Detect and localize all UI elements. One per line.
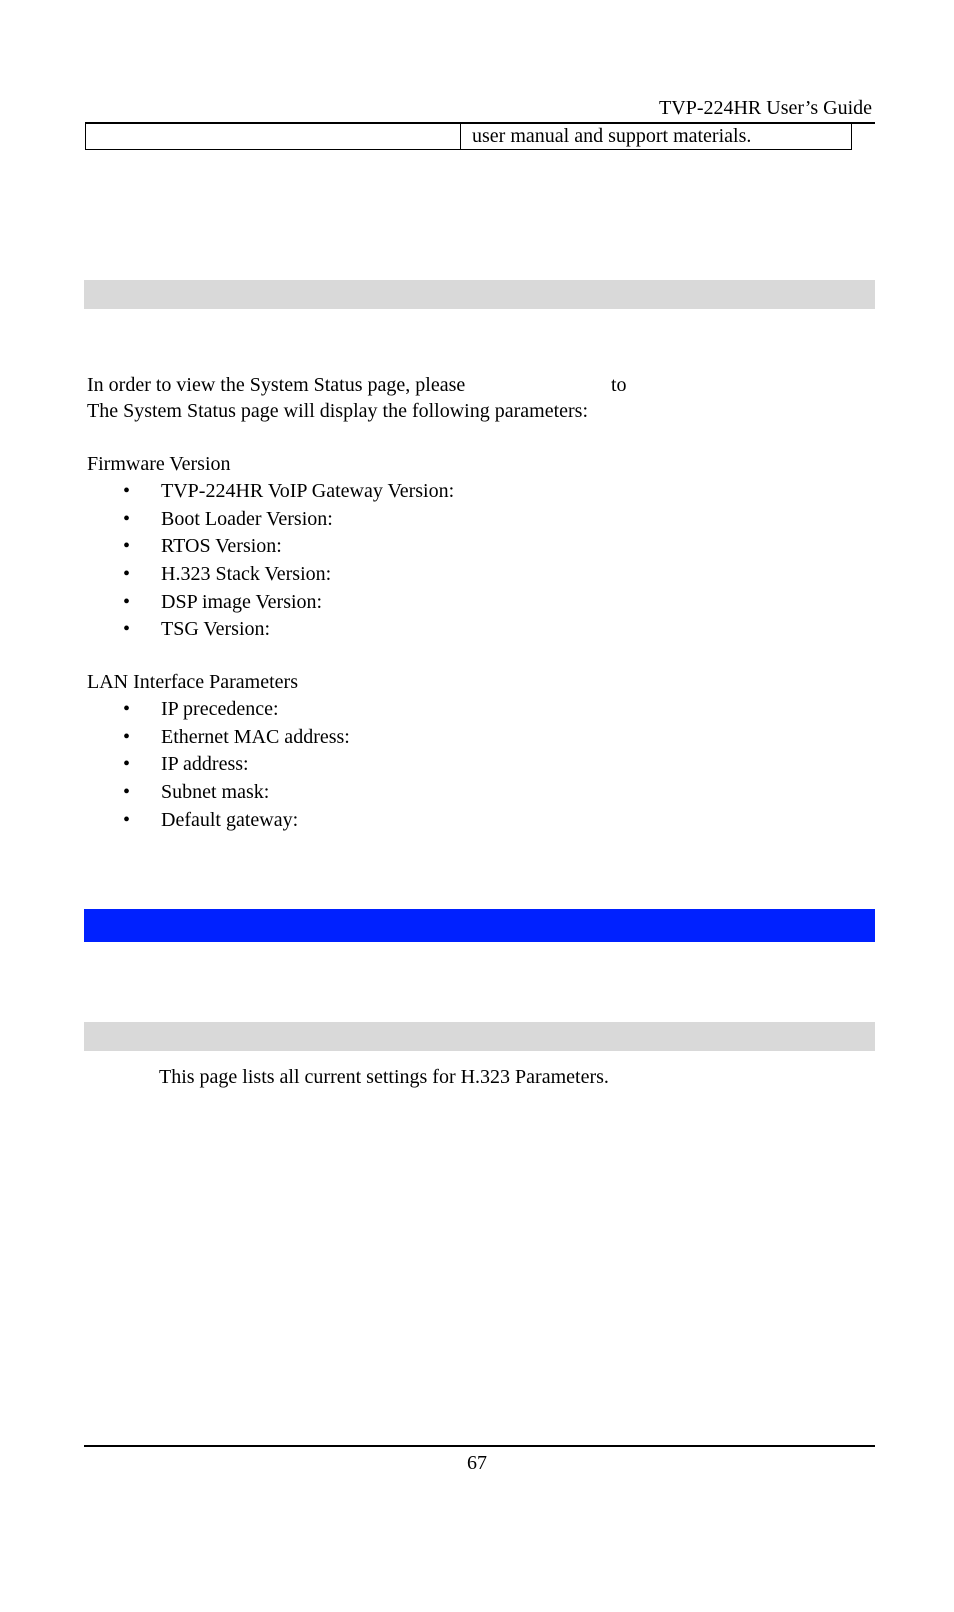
table-cell-text: user manual and support materials. — [472, 125, 752, 147]
list-item: • Default gateway: — [123, 808, 299, 831]
list-item: • IP address: — [123, 753, 249, 776]
bullet-icon: • — [123, 725, 131, 748]
lan-interface-list — [87, 697, 350, 835]
bullet-icon: • — [123, 480, 131, 502]
continued-table-row — [85, 123, 852, 150]
list-item: • DSP image Version: — [123, 590, 323, 613]
list-item: • Subnet mask: — [123, 781, 270, 804]
running-header-title: TVP-224HR User’s Guide — [659, 97, 872, 119]
bullet-icon: • — [123, 698, 131, 720]
bullet-icon: • — [123, 808, 131, 831]
h323-description: This page lists all current settings for H.323 Parameters. — [159, 1066, 609, 1088]
bullet-icon: • — [123, 563, 131, 586]
bullet-icon: • — [123, 753, 131, 776]
intro-text-line-1a: In order to view the System Status page, please — [87, 374, 466, 396]
section-heading-bar-system-status — [84, 280, 875, 309]
bullet-icon: • — [123, 507, 131, 530]
bullet-icon: • — [123, 781, 131, 804]
chapter-heading-bar — [84, 909, 875, 942]
bullet-icon: • — [123, 618, 131, 641]
list-item: • Ethernet MAC address: — [123, 725, 350, 748]
section-heading-bar-h323 — [84, 1022, 875, 1051]
bullet-icon: • — [123, 535, 131, 558]
page-number: 67 — [467, 1452, 487, 1474]
list-item: • TSG Version: — [123, 618, 271, 641]
list-item: • RTOS Version: — [123, 535, 282, 558]
intro-text-line-1b: to — [611, 374, 627, 396]
footer-rule — [84, 1445, 875, 1447]
bullet-icon: • — [123, 590, 131, 613]
firmware-version-list — [87, 479, 454, 645]
intro-text-line-2: The System Status page will display the following parameters: — [87, 400, 589, 422]
list-item: • H.323 Stack Version: — [123, 563, 332, 586]
lan-interface-heading: LAN Interface Parameters — [87, 671, 298, 693]
list-item: • TVP-224HR VoIP Gateway Version: — [123, 480, 455, 502]
list-item: • Boot Loader Version: — [123, 507, 333, 530]
firmware-version-heading: Firmware Version — [87, 453, 231, 475]
list-item: • IP precedence: — [123, 698, 279, 720]
table-cell-empty — [86, 123, 461, 149]
